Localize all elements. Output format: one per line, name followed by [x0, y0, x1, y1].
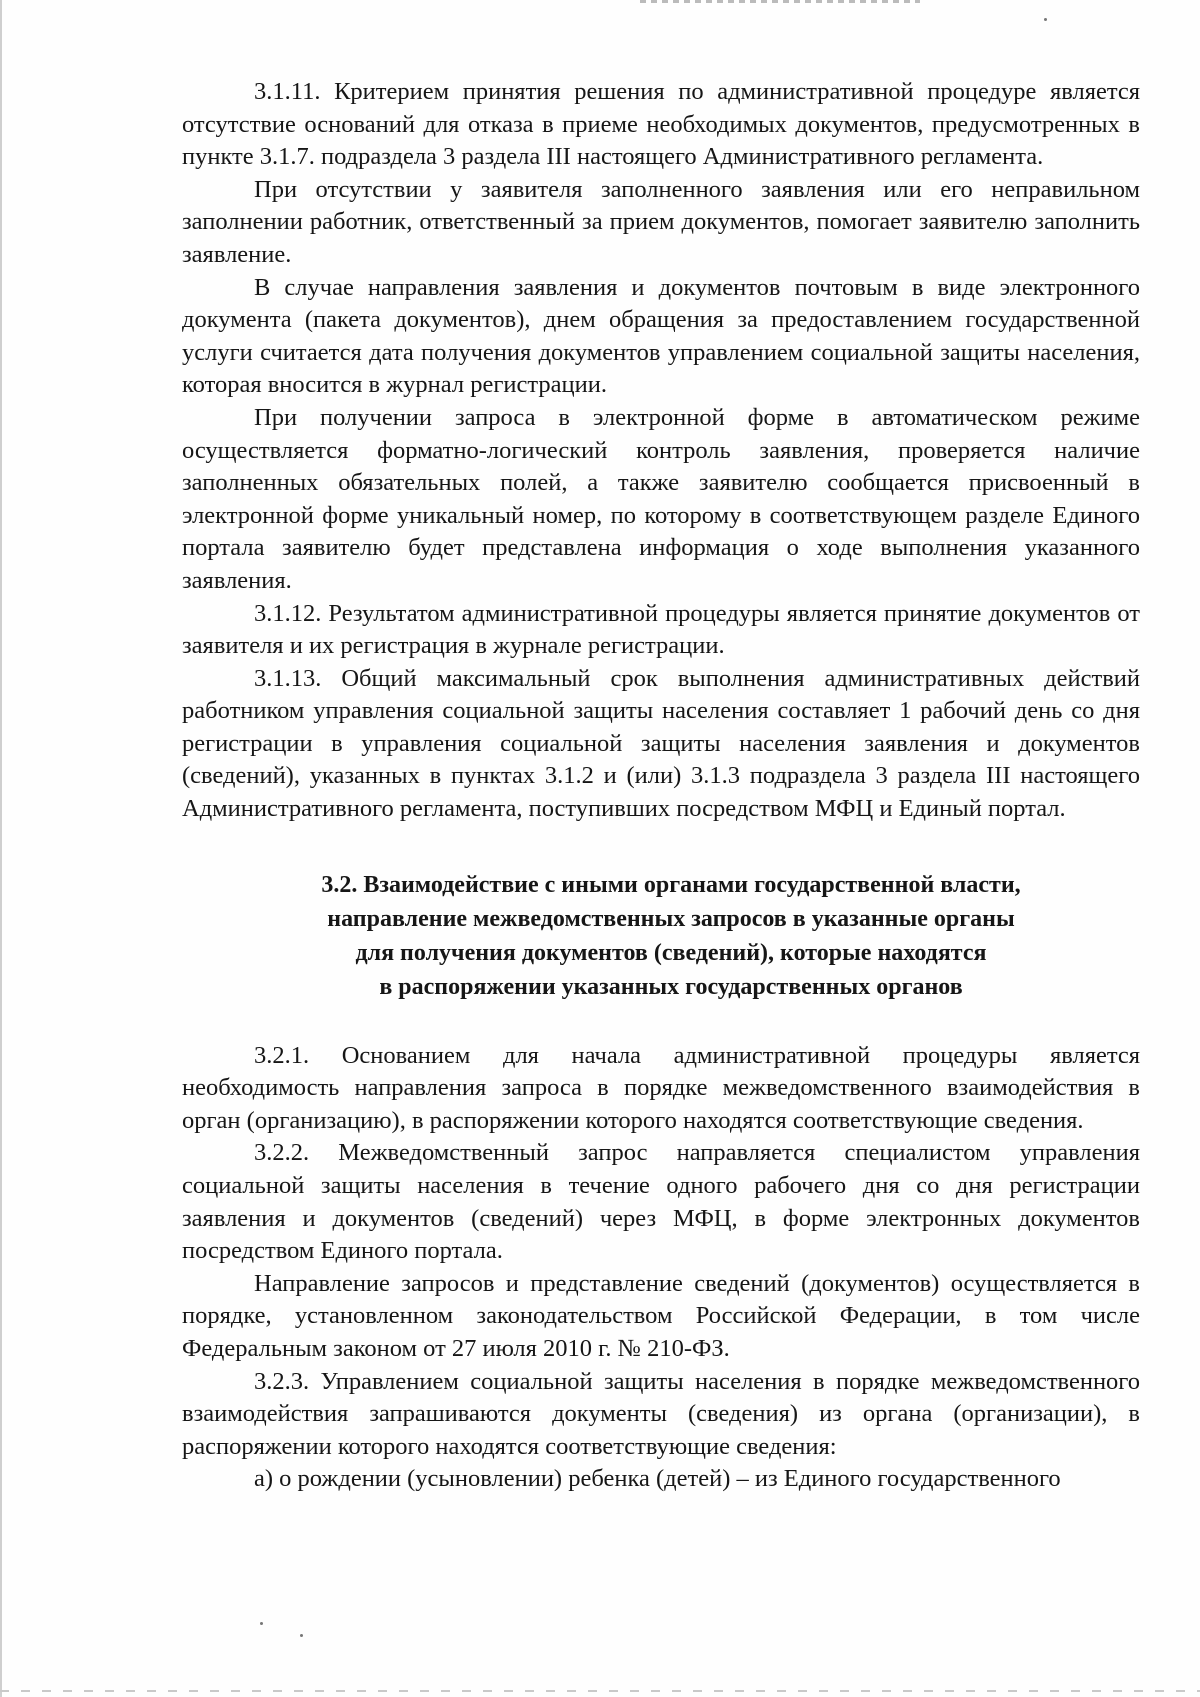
heading-line: направление межведомственных запросов в указанные органы: [327, 905, 1015, 932]
list-item-a: а) о рождении (усыновлении) ребенка (детей) – из Единого государственного: [254, 1465, 1061, 1493]
scan-edge-bottom: [0, 1690, 1200, 1692]
paragraph-3-2-3: 3.2.3. Управлением социальной защиты населения в порядке межведомственного взаимодействия запрашиваются документы (сведения) из органа (организации), в распоряжении которого находятся соответствующие сведения:: [182, 1367, 1140, 1460]
heading-line: для получения документов (сведений), которые находятся: [355, 939, 987, 966]
paragraph-missing-application: При отсутствии у заявителя заполненного заявления или его неправильном заполнении работник, ответственный за прием документов, помогает заявителю заполнить заявление.: [182, 175, 1140, 268]
scan-edge-top: [640, 0, 920, 3]
section-heading-3-2: [182, 868, 1140, 1004]
paragraph-requests-procedure: Направление запросов и представление сведений (документов) осуществляется в порядке, установленном законодательством Российской Федерации, в том числе Федеральным законом от 27 июля 2010 г. № 210-ФЗ.: [182, 1269, 1140, 1362]
scan-speck: [1044, 18, 1047, 21]
heading-line: 3.2. Взаимодействие с иными органами государственной власти,: [321, 871, 1021, 898]
paragraph-3-1-11: 3.1.11. Критерием принятия решения по административной процедуре является отсутствие оснований для отказа в приеме необходимых документов, предусмотренных в пункте 3.1.7. подраздела 3 раздела III настоящего Административного регламента.: [182, 78, 1140, 171]
scan-speck: [260, 1622, 263, 1625]
scan-edge-left: [0, 0, 2, 1697]
document-body: [182, 76, 1140, 1496]
paragraph-postal-submission: В случае направления заявления и документов почтовым в виде электронного документа (пакета документов), днем обращения за предоставлением государственной услуги считается дата получения документов управлением социальной защиты населения, которая вносится в журнал регистрации.: [182, 273, 1140, 399]
heading-line: в распоряжении указанных государственных органов: [379, 973, 963, 1000]
paragraph-3-2-1: 3.2.1. Основанием для начала административной процедуры является необходимость направления запроса в порядке межведомственного взаимодействия в орган (организацию), в распоряжении которого находятся соответствующие сведения.: [182, 1041, 1140, 1134]
paragraph-electronic-request: При получении запроса в электронной форме в автоматическом режиме осуществляется форматно-логический контроль заявления, проверяется наличие заполненных обязательных полей, а также заявителю сообщается присвоенный в электронной форме уникальный номер, по которому в соответствующем разделе Единого портала заявителю будет представлена информация о ходе выполнения указанного заявления.: [182, 403, 1140, 594]
scan-speck: [300, 1634, 303, 1637]
paragraph-3-2-2: 3.2.2. Межведомственный запрос направляется специалистом управления социальной защиты населения в течение одного рабочего дня со дня регистрации заявления и документов (сведений) через МФЦ, в форме электронных документов посредством Единого портала.: [182, 1139, 1140, 1265]
paragraph-3-1-13: 3.1.13. Общий максимальный срок выполнения административных действий работником управления социальной защиты населения составляет 1 рабочий день со дня регистрации в управления социальной защиты населения заявления и документов (сведений), указанных в пунктах 3.1.2 и (или) 3.1.3 подраздела 3 раздела III настоящего Административного регламента, поступивших посредством МФЦ и Единый портал.: [182, 664, 1140, 823]
paragraph-3-1-12: 3.1.12. Результатом административной процедуры является принятие документов от заявителя и их регистрация в журнале регистрации.: [182, 599, 1140, 660]
